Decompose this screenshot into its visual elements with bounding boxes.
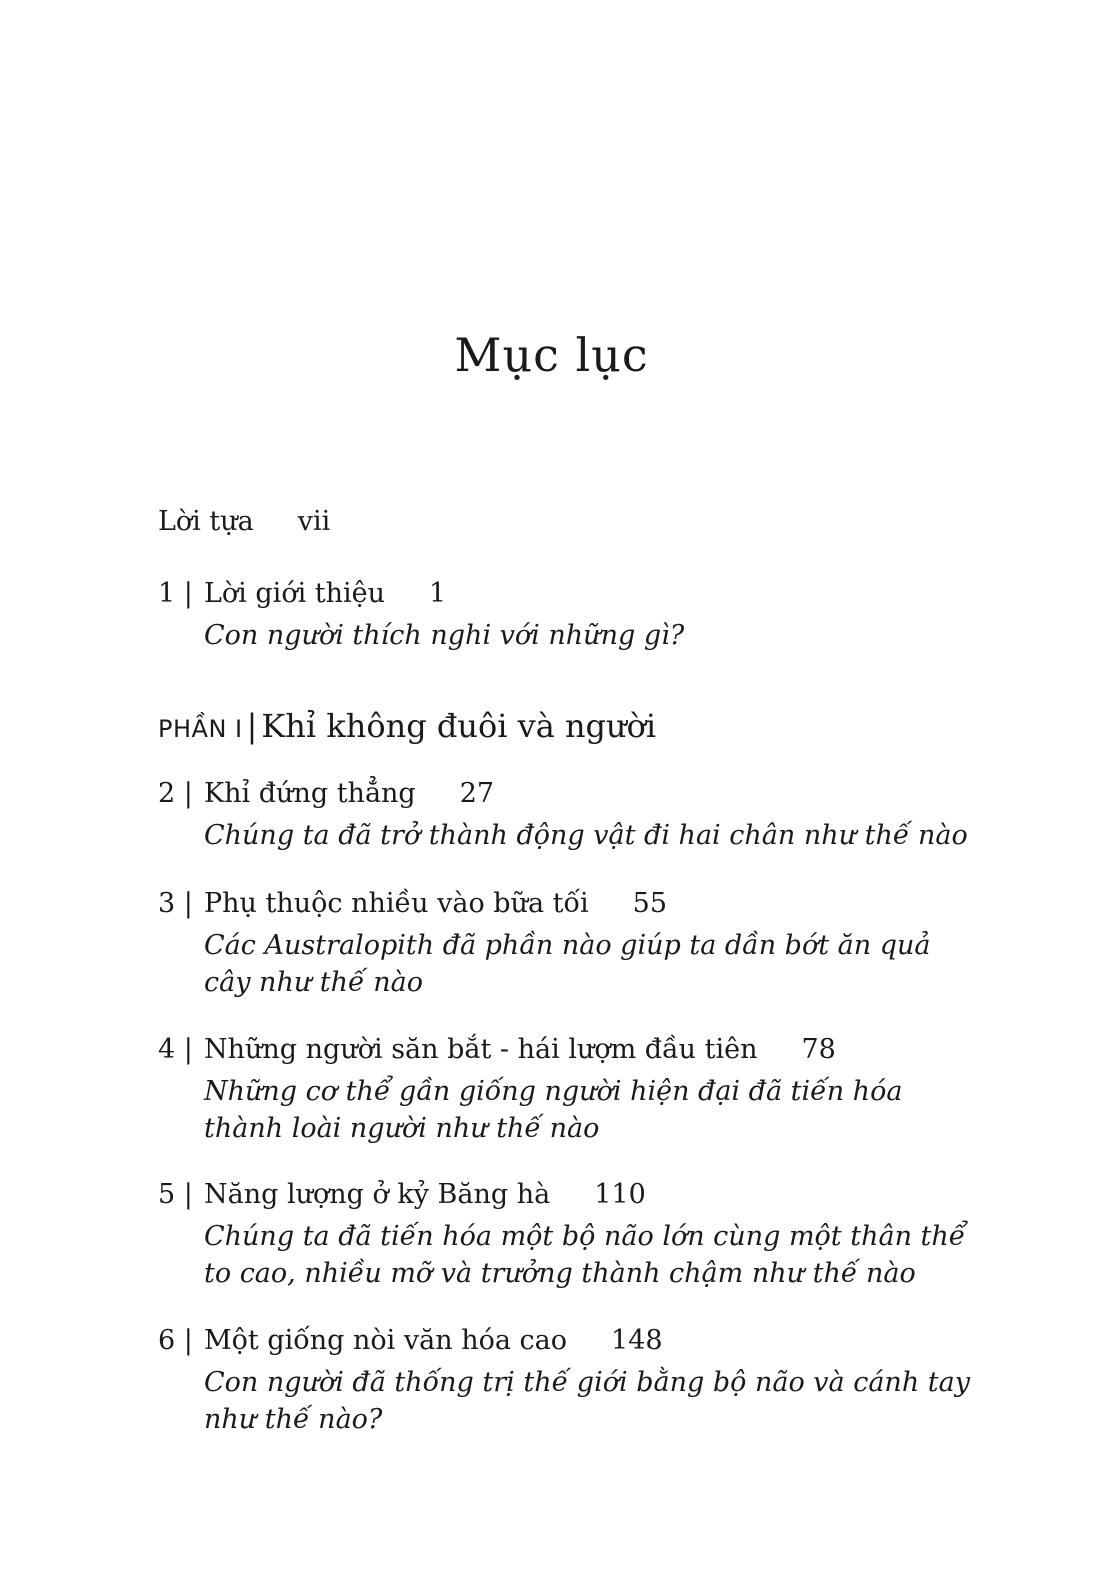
part-heading [158, 707, 656, 745]
foreword-label: Lời tựa [158, 506, 254, 537]
toc-entry-5[interactable] [158, 1178, 988, 1292]
toc-entry-1[interactable] [158, 577, 988, 654]
toc-entry-6[interactable] [158, 1324, 988, 1438]
chapter-number: 2 | [158, 778, 193, 809]
chapter-page-number: 55 [632, 888, 668, 919]
chapter-subtitle: Chúng ta đã tiến hóa một bộ não lớn cùng một thân thể to cao, nhiều mỡ và trưởng thành chậm như thế nào [204, 1221, 966, 1289]
part-label: PHẦN I [158, 715, 243, 743]
foreword-page-number: vii [297, 506, 331, 537]
chapter-number: 5 | [158, 1179, 193, 1210]
chapter-number: 3 | [158, 888, 193, 919]
chapter-title: Khỉ đứng thẳng [204, 778, 416, 809]
part-title: Khỉ không đuôi và người [261, 707, 657, 745]
chapter-number: 6 | [158, 1325, 193, 1356]
toc-entry-2[interactable] [158, 777, 988, 854]
chapter-subtitle: Con người thích nghi với những gì? [204, 620, 685, 651]
chapter-page-number: 110 [594, 1179, 646, 1210]
chapter-title: Phụ thuộc nhiều vào bữa tối [204, 888, 589, 919]
chapter-title: Năng lượng ở kỷ Băng hà [204, 1179, 551, 1210]
chapter-page-number: 148 [611, 1325, 663, 1356]
chapter-number: 4 | [158, 1034, 193, 1065]
toc-entry-foreword[interactable] [158, 505, 330, 539]
chapter-subtitle: Những cơ thể gần giống người hiện đại đã tiến hóa thành loài người như thế nào [204, 1076, 903, 1144]
chapter-page-number: 1 [429, 578, 447, 609]
chapter-page-number: 78 [801, 1034, 836, 1065]
toc-entry-4[interactable] [158, 1033, 988, 1147]
chapter-title: Những người săn bắt - hái lượm đầu tiên [204, 1034, 758, 1065]
chapter-page-number: 27 [459, 778, 495, 809]
chapter-subtitle: Các Australopith đã phần nào giúp ta dần bớt ăn quả cây như thế nào [204, 930, 931, 998]
chapter-title: Một giống nòi văn hóa cao [204, 1325, 568, 1356]
toc-entry-3[interactable] [158, 887, 988, 1001]
chapter-number: 1 | [158, 578, 193, 609]
part-separator: | [246, 707, 258, 745]
chapter-title: Lời giới thiệu [204, 578, 386, 609]
chapter-subtitle: Con người đã thống trị thế giới bằng bộ não và cánh tay như thế nào? [204, 1367, 970, 1435]
chapter-subtitle: Chúng ta đã trở thành động vật đi hai chân như thế nào [204, 820, 968, 851]
page-title: Mục lục [454, 328, 649, 382]
